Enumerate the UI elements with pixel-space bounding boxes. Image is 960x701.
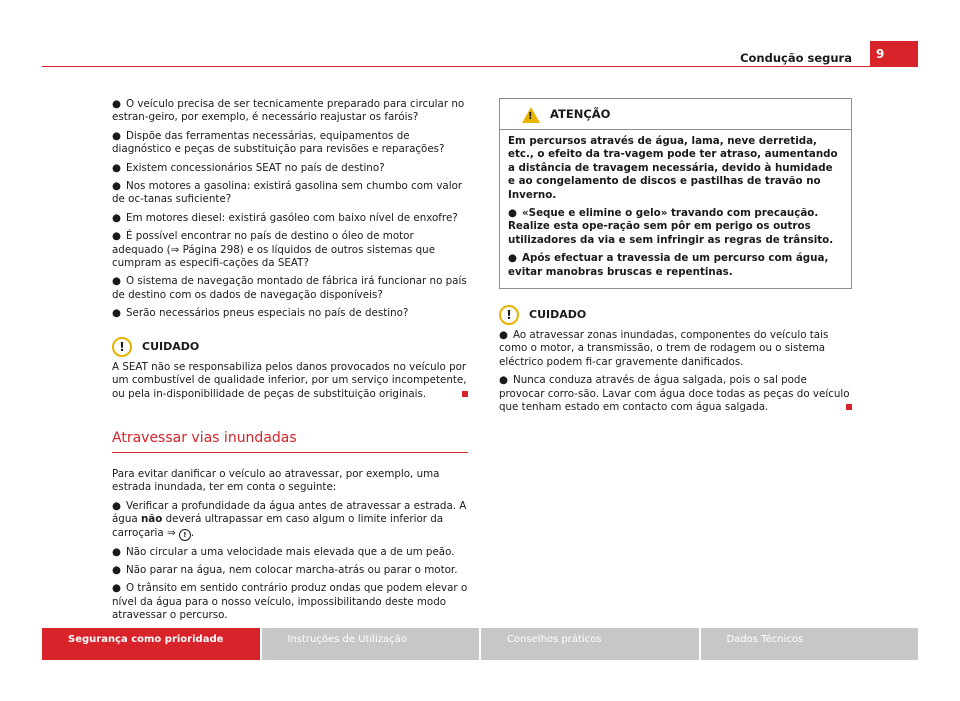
caution-title: CUIDADO [142,339,200,353]
end-of-section-icon [462,391,468,397]
right-column [499,98,852,420]
warning-intro: Em percursos através de água, lama, neve derretida, etc., o efeito da tra-vagem pode ter atraso, aumentando a distância de travagem necessária, devido à humidade e ao congelamento de discos e pastilhas de travão no Inverno. [508,135,838,201]
tab-seguranca[interactable]: Segurança como prioridade [42,628,260,660]
tab-conselhos[interactable]: Conselhos práticos [481,628,699,660]
list-item: ● Não parar na água, nem colocar marcha-atrás ou parar o motor. [112,563,458,576]
list-item: ● Dispõe das ferramentas necessárias, equipamentos de diagnóstico e peças de substituição para revisões e reparações? [112,129,445,156]
caution-exclamation-icon: ! [112,337,132,357]
header-title: Condução segura [740,51,852,65]
list-item: ● Nos motores a gasolina: existirá gasolina sem chumbo com valor de oc-tanas suficiente? [112,180,463,206]
list-item: ● Em motores diesel: existirá gasóleo com baixo nível de enxofre? [112,211,458,224]
list-item: ● Após efectuar a travessia de um percurso com água, evitar manobras bruscas e repentinas. [508,252,829,278]
list-item: ● É possível encontrar no país de destino o óleo de motor adequado (⇒ Página 298) e os líquidos de outros sistemas que cumpram as especifi-cações da SEAT? [112,230,436,270]
warning-title: ATENÇÃO [550,107,611,122]
list-item: ● Verificar a profundidade da água antes de atravessar a estrada. A água não deverá ultrapassar em caso algum o limite inferior da carroçaria ⇒ ! . [112,499,467,539]
page-number: 9 [870,41,918,67]
warning-triangle-icon: ! [522,107,540,123]
caution-heading [112,337,468,357]
warning-body [500,130,851,288]
tab-instrucoes[interactable]: Instruções de Utilização [262,628,480,660]
section-intro: Para evitar danificar o veículo ao atravessar, por exemplo, uma estrada inundada, ter em conta o seguinte: [112,467,440,494]
list-item: ● Não circular a uma velocidade mais elevada que a de um peão. [112,545,455,558]
list-item: ● Existem concessionários SEAT no país de destino? [112,161,385,174]
list-item: ● O veículo precisa de ser tecnicamente preparado para circular no estran-geiro, por exemplo, é necessário reajustar os faróis? [112,98,465,124]
caution-heading [499,305,852,325]
list-item: ● Serão necessários pneus especiais no país de destino? [112,307,409,320]
header-rule [42,66,918,67]
warning-heading [500,99,851,130]
list-item: ● O trânsito em sentido contrário produz ondas que podem elevar o nível da água para o nosso veículo, impossibilitando deste modo atravessar o percurso. [112,582,468,622]
section-title: Atravessar vias inundadas [112,429,468,453]
end-of-section-icon [846,404,852,410]
caution-title: CUIDADO [529,308,587,322]
warning-box [499,98,852,289]
list-item: ● O sistema de navegação montado de fábrica irá funcionar no país de destino com os dados de navegação disponíveis? [112,275,467,301]
tab-dados-tecnicos[interactable]: Dados Técnicos [701,628,919,660]
footer-nav [42,628,918,660]
list-item: ● «Seque e elimine o gelo» travando com precaução. Realize esta ope-ração sem pôr em perigo os outros utilizadores da via e sem infringir as regras de trânsito. [508,207,834,246]
list-item: ● Ao atravessar zonas inundadas, componentes do veículo tais como o motor, a transmissão, o trem de rodagem ou o sistema eléctrico podem fi-car gravemente danificados. [499,329,829,368]
left-column [112,98,468,628]
caution-reference-icon[interactable]: ! [179,529,191,541]
caution-exclamation-icon: ! [499,305,519,325]
caution-text: A SEAT não se responsabiliza pelos danos provocados no veículo por um combustível de qualidade inferior, por um serviço incompetente, ou pela in-disponibilidade de peças de substituição originais. [112,360,467,400]
list-item: ● Nunca conduza através de água salgada, pois o sal pode provocar corro-são. Lavar com água doce todas as peças do veículo que tenham estado em contacto com água salgada. [499,374,852,414]
